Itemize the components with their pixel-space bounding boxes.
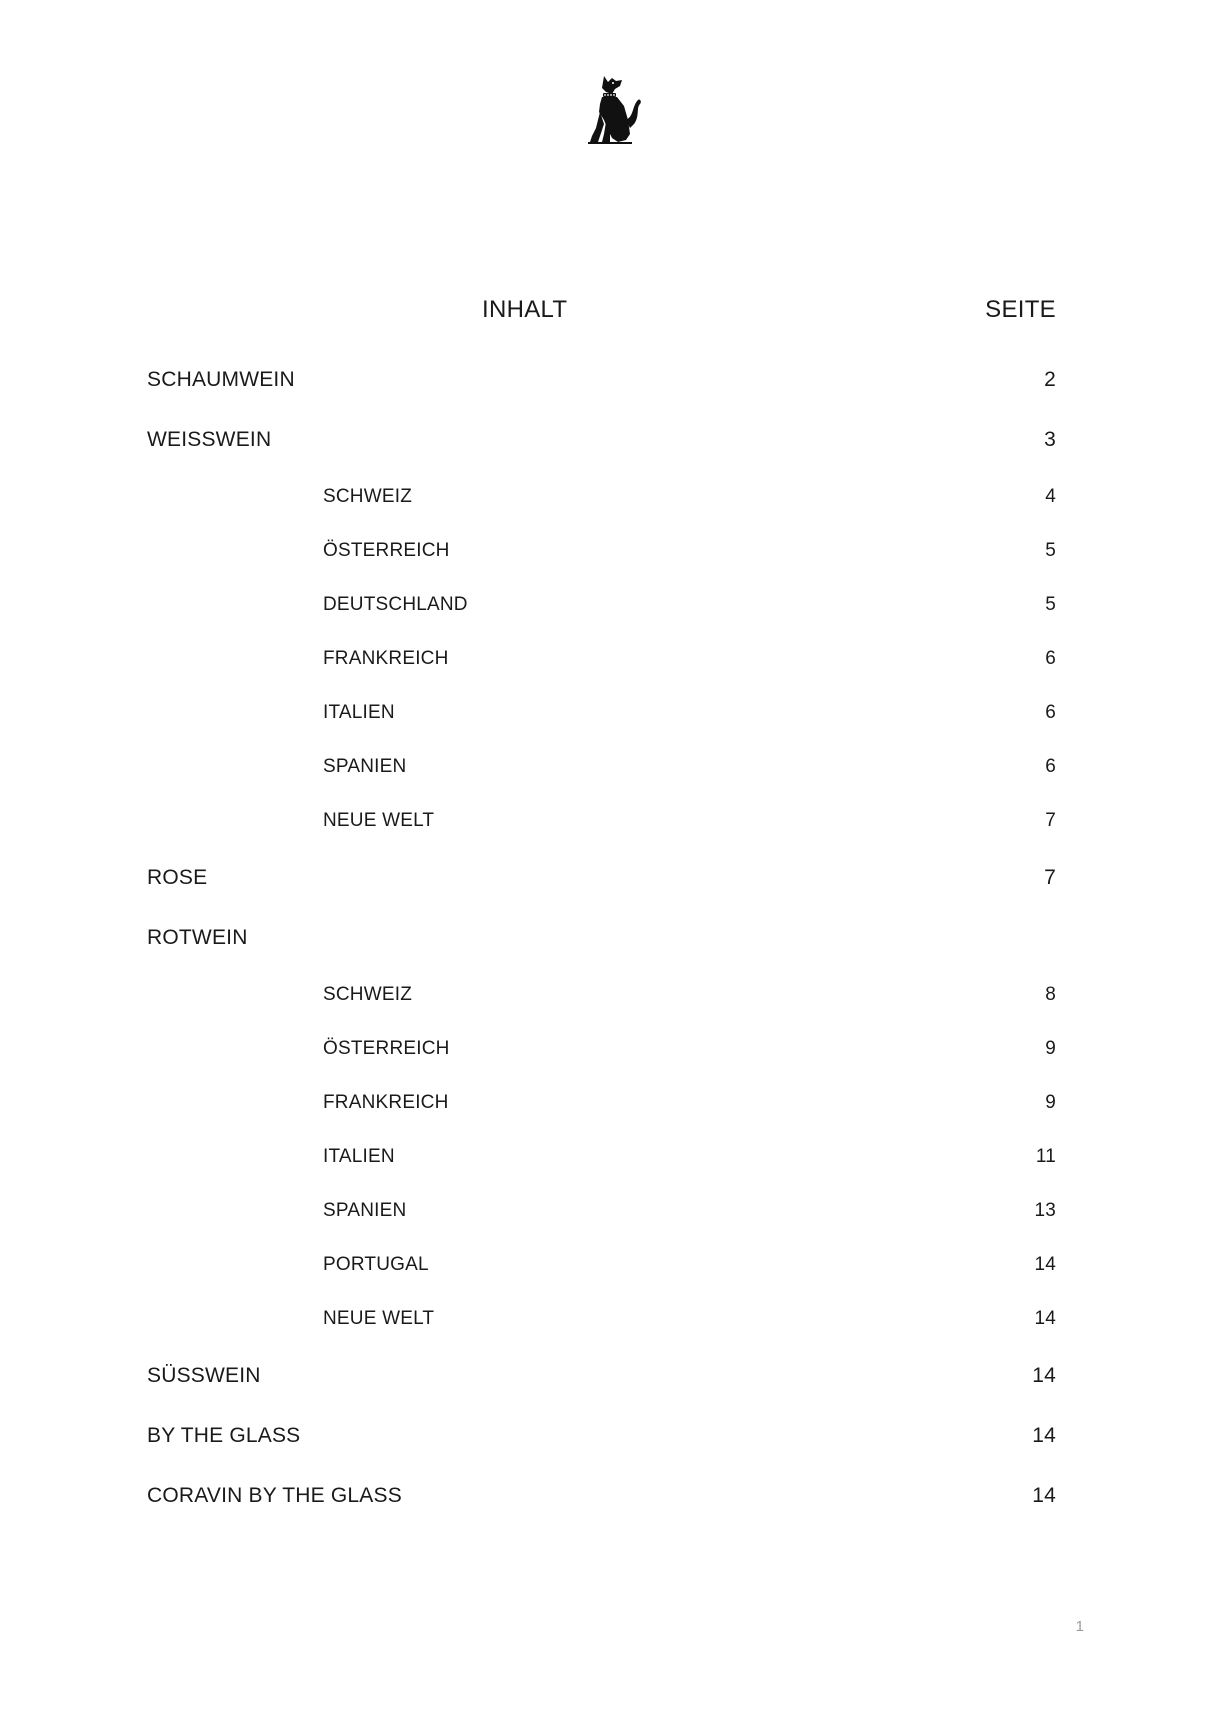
contents-heading: INHALT — [482, 296, 568, 323]
toc-entry-label: FRANKREICH — [323, 648, 449, 669]
toc-entry — [0, 368, 1224, 398]
toc-entry-label: NEUE WELT — [323, 810, 435, 831]
toc-entry-page: 5 — [1045, 594, 1056, 615]
toc-entry — [0, 1484, 1224, 1514]
toc-entry-label: BY THE GLASS — [147, 1424, 301, 1447]
toc-entry-label: FRANKREICH — [323, 1092, 449, 1113]
toc-entry-page: 13 — [1034, 1200, 1056, 1221]
toc-entry-label: ROSE — [147, 866, 208, 889]
toc-subentry — [0, 1038, 1224, 1068]
toc-entry-page: 6 — [1045, 702, 1056, 723]
toc-entry-page: 4 — [1045, 486, 1056, 507]
toc-entry-label: ITALIEN — [323, 1146, 395, 1167]
toc-entry-page: 7 — [1044, 866, 1056, 889]
toc-entry-page: 6 — [1045, 756, 1056, 777]
toc-entry-page: 14 — [1032, 1424, 1056, 1447]
toc-subentry — [0, 1092, 1224, 1122]
toc-subentry — [0, 486, 1224, 516]
toc-entry-label: ÖSTERREICH — [323, 540, 450, 561]
toc-entry-page: 5 — [1045, 540, 1056, 561]
toc-entry-label: WEISSWEIN — [147, 428, 272, 451]
toc-entry-page: 14 — [1034, 1254, 1056, 1275]
toc-entry-label: NEUE WELT — [323, 1308, 435, 1329]
toc-entry-label: SPANIEN — [323, 756, 407, 777]
toc-entry-page: 8 — [1045, 984, 1056, 1005]
toc-entry-page: 11 — [1035, 1146, 1056, 1167]
page-number: 1 — [1075, 1618, 1084, 1635]
toc-entry — [0, 1424, 1224, 1454]
toc-subentry — [0, 1200, 1224, 1230]
toc-entry-page: 2 — [1044, 368, 1056, 391]
toc-subentry — [0, 1146, 1224, 1176]
toc-entry-label: CORAVIN BY THE GLASS — [147, 1484, 402, 1507]
toc-entry-label: DEUTSCHLAND — [323, 594, 468, 615]
toc-subentry — [0, 1254, 1224, 1284]
toc-entry-label: SÜSSWEIN — [147, 1364, 261, 1387]
toc-subentry — [0, 648, 1224, 678]
toc-entry-label: SCHWEIZ — [323, 984, 413, 1005]
toc-entry — [0, 428, 1224, 458]
toc-entry — [0, 926, 1224, 956]
toc-entry-label: ITALIEN — [323, 702, 395, 723]
toc-subentry — [0, 594, 1224, 624]
toc-subentry — [0, 702, 1224, 732]
toc-entry-label: SCHAUMWEIN — [147, 368, 295, 391]
toc-entry-page: 14 — [1034, 1308, 1056, 1329]
page-column-heading: SEITE — [985, 296, 1056, 323]
toc-entry — [0, 1364, 1224, 1394]
toc-entry-label: ÖSTERREICH — [323, 1038, 450, 1059]
toc-entry — [0, 866, 1224, 896]
toc-entry-page: 3 — [1044, 428, 1056, 451]
toc-entry-label: SPANIEN — [323, 1200, 407, 1221]
heraldic-dog-icon — [582, 72, 646, 148]
toc-entry-page: 6 — [1045, 648, 1056, 669]
toc-entry-page: 7 — [1045, 810, 1056, 831]
toc-subentry — [0, 756, 1224, 786]
toc-entry-page: 9 — [1045, 1038, 1056, 1059]
toc-entry-label: PORTUGAL — [323, 1254, 429, 1275]
toc-subentry — [0, 810, 1224, 840]
toc-subentry — [0, 1308, 1224, 1338]
toc-subentry — [0, 540, 1224, 570]
toc-subentry — [0, 984, 1224, 1014]
toc-entry-label: ROTWEIN — [147, 926, 248, 949]
toc-entry-page: 14 — [1032, 1364, 1056, 1387]
toc-entry-page: 14 — [1032, 1484, 1056, 1507]
toc-entry-label: SCHWEIZ — [323, 486, 413, 507]
toc-entry-page: 9 — [1045, 1092, 1056, 1113]
